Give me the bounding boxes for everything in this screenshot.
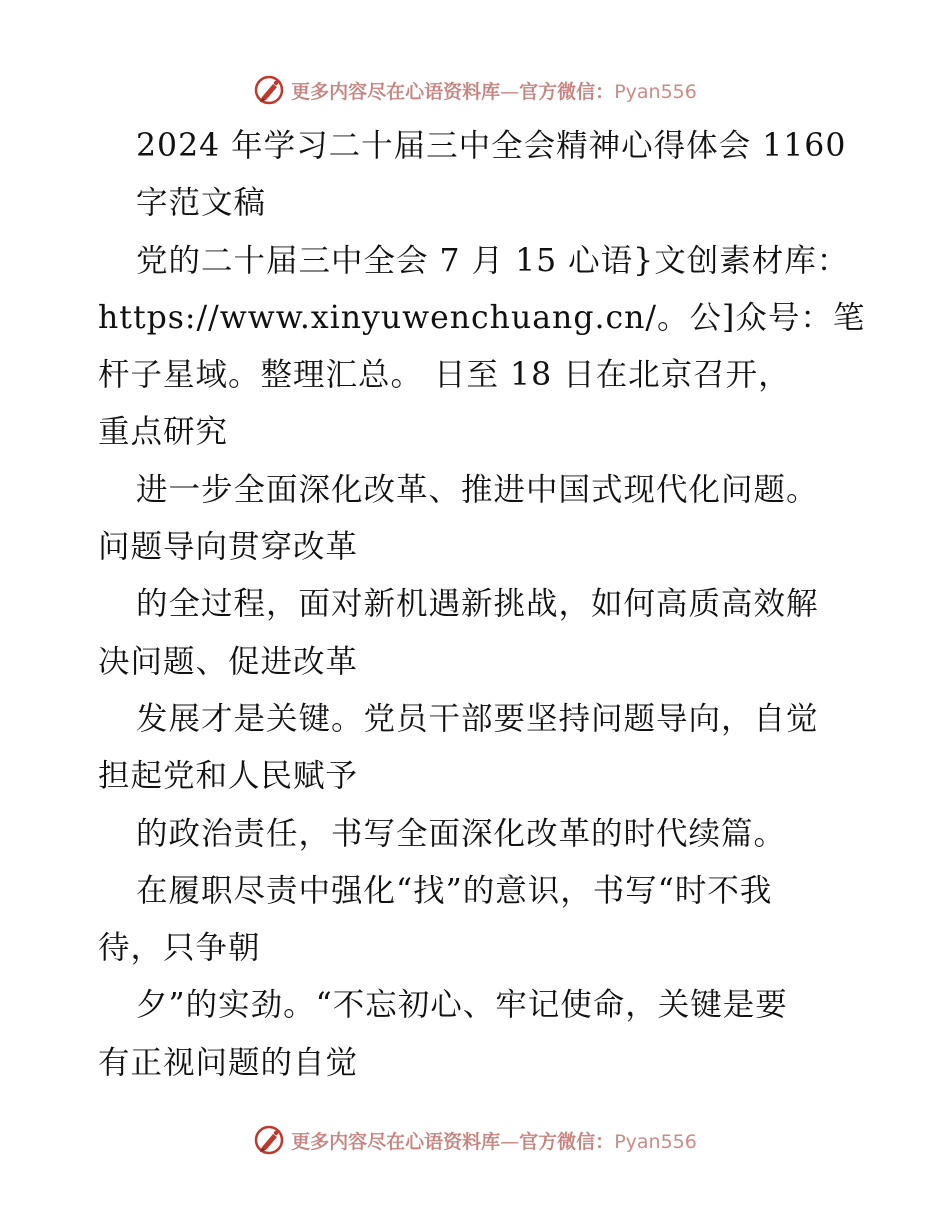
footer-banner-text: 更多内容尽在心语资料库—官方微信：Pyan556 (291, 1130, 697, 1153)
paragraph-line: 夕”的实劲。“不忘初心、牢记使命，关键是要 (136, 987, 788, 1024)
header-banner (0, 70, 950, 110)
paragraph-line: 在履职尽责中强化“找”的意识，书写“时不我 (136, 872, 773, 909)
paragraph-line: 进一步全面深化改革、推进中国式现代化问题。 (136, 471, 819, 508)
title-line-1: 2024 年学习二十届三中全会精神心得体会 1160 (136, 128, 847, 164)
header-banner-text: 更多内容尽在心语资料库—官方微信：Pyan556 (291, 80, 697, 103)
paragraph-line: 问题导向贯穿改革 (98, 529, 359, 566)
footer-banner (0, 1120, 950, 1160)
paragraph-line: 的全过程，面对新机遇新挑战，如何高质高效解 (136, 586, 819, 623)
paragraph-line: 待，只争朝 (98, 930, 261, 967)
title-line-2: 字范文稿 (136, 185, 267, 222)
pen-logo-icon (253, 74, 285, 106)
paragraph-line: 发展才是关键。党员干部要坚持问题导向，自觉 (136, 700, 819, 737)
paragraph-line: 的政治责任，书写全面深化改革的时代续篇。 (136, 815, 787, 852)
paragraph-line: 重点研究 (98, 414, 229, 451)
paragraph-line: 担起党和人民赋予 (98, 758, 359, 795)
paragraph-line: 党的二十届三中全会 7 月 15 心语}文创素材库： (136, 242, 850, 279)
pen-logo-icon (253, 1124, 285, 1156)
paragraph-line: 决问题、促进改革 (98, 643, 359, 680)
paragraph-line: 杆子星域。整理汇总。 日至 18 日在北京召开， (98, 357, 791, 394)
paragraph-line: https://www.xinyuwenchuang.cn/。公]众号：笔 (98, 299, 866, 336)
paragraph-line: 有正视问题的自觉 (98, 1044, 359, 1081)
document-body (98, 118, 866, 1092)
